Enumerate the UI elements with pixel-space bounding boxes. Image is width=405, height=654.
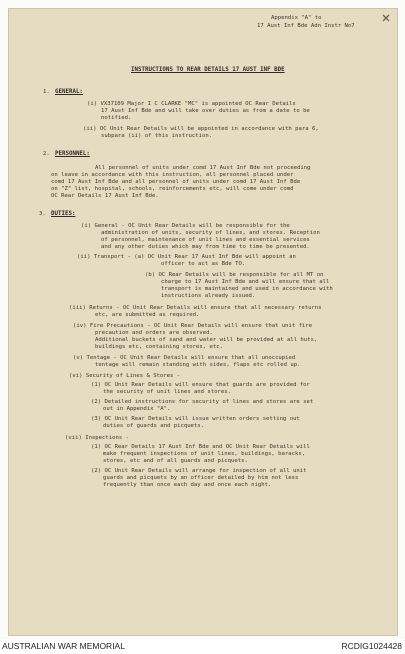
s3-i-line: (i) General - OC Unit Rear Details will be responsible for the xyxy=(81,223,290,229)
s2-line: on "Z" list, hospital, schools, reinforcements etc, will come under comd xyxy=(51,186,294,192)
s3-vii-line: make frequent inspections of unit lines, buildings, baracks, xyxy=(103,451,306,457)
s3-vii-line: (2) OC Unit Rear Details will arrange for inspection of all unit xyxy=(91,468,307,474)
footer-item-id: RCDIG1024428 xyxy=(341,641,402,651)
s3-v-line: tentage will remain standing with sides, flaps etc rolled up. xyxy=(95,362,301,368)
appendix-line-2: 17 Aust Inf Bde Adn Instr No7 xyxy=(257,23,355,29)
s1-ii-line: subpara (ii) of this instruction. xyxy=(101,133,213,139)
section-2-number: 2. xyxy=(43,151,50,157)
s3-ii-b-line: transport is maintained and used in accordance with xyxy=(161,286,333,292)
s3-i-line: administration of units, security of lines, and stores. Reception xyxy=(101,230,320,236)
s3-vi-line: out in Appendix "A". xyxy=(103,406,171,412)
s2-line: on leave in accordance with this instruction, all personnel placed under xyxy=(51,172,294,178)
appendix-line-1: Appendix "A" to xyxy=(271,15,322,21)
s3-ii-a-line: (ii) Transport - (a) OC Unit Rear 17 Aust Inf Bde will appoint an xyxy=(77,254,296,260)
section-3-heading: DUTIES: xyxy=(51,211,76,217)
s3-vii-line: stores, etc and of all guards and picquets. xyxy=(103,458,248,464)
document-title: INSTRUCTIONS TO REAR DETAILS 17 AUST INF BDE xyxy=(131,67,285,73)
s3-i-line: and any other duties which may from time to time be presented. xyxy=(101,244,310,250)
s3-iii-line: (iii) Returns - OC Unit Rear Details will ensure that all necessary returns xyxy=(69,305,322,311)
corner-mark-icon xyxy=(381,13,391,23)
s3-vi-line: (2) Detailed instructions for security of lines and stores are set xyxy=(91,399,314,405)
s2-line: OC Rear Details 17 Aust Inf Bde. xyxy=(51,193,159,199)
section-3-number: 3. xyxy=(39,211,46,217)
section-1-heading: GENERAL: xyxy=(55,89,83,95)
s3-iv-line: (iv) Fire Precautions - OC Unit Rear Details will ensure that unit fire xyxy=(73,323,313,329)
s1-ii-line: (ii) OC Unit Rear Details will be appointed in accordance with para 6, xyxy=(83,126,319,132)
s3-vii-line: frequently than once each day and once each night. xyxy=(103,482,272,488)
s3-vii-line: (1) OC Rear Details 17 Aust Inf Bde and OC Unit Rear Details will xyxy=(91,444,310,450)
s3-iii-line: etc, are submitted as required. xyxy=(95,312,200,318)
s3-ii-b-line: instructions already issued. xyxy=(161,293,256,299)
section-1-number: 1. xyxy=(43,89,50,95)
s3-ii-a-line: officer to act as Bde TO. xyxy=(161,261,246,267)
s3-vi-line: (3) OC Unit Rear Details will issue written orders setting out xyxy=(91,416,300,422)
s3-iv-line: precaution and orders are observed. xyxy=(95,330,213,336)
s3-iv-line: Additional buckets of sand and water will be provided at all huts, xyxy=(95,337,318,343)
s3-vi-heading: (vi) Security of Lines & Stores - xyxy=(69,373,181,379)
s1-i-line: (i) VX37109 Major I C CLARKE "MC" is appointed OC Rear Details xyxy=(87,101,296,107)
footer-source: AUSTRALIAN WAR MEMORIAL xyxy=(2,641,125,651)
s3-i-line: of personnel, maintenance of unit lines and essential services xyxy=(101,237,310,243)
s3-iv-line: buildings etc, containing stores, etc. xyxy=(95,344,223,350)
document-page xyxy=(8,8,398,636)
s3-vi-line: (1) OC Unit Rear Details will ensure that guards are provided for xyxy=(91,382,310,388)
s3-v-line: (v) Tentage - OC Unit Rear Details will ensure that all unoccupied xyxy=(73,355,296,361)
s3-vii-heading: (vii) Inspections - xyxy=(65,435,129,441)
s1-i-line: 17 Aust Inf Bde and will take over duties as from a date to be xyxy=(101,108,310,114)
s3-vi-line: the security of unit lines and stores. xyxy=(103,389,231,395)
s3-vi-line: duties of guards and picquets. xyxy=(103,423,205,429)
s3-ii-b-line: (b) OC Rear Details will be responsible for all MT on xyxy=(145,272,324,278)
s1-i-line: notified. xyxy=(101,115,132,121)
footer-bar xyxy=(0,639,405,654)
s3-ii-b-line: charge to 17 Aust Inf Bde and will ensure that all xyxy=(161,279,330,285)
s3-vii-line: guards and picquets by an officer detailed by him not less xyxy=(103,475,299,481)
s2-line: comd 17 Aust Inf Bde and all personnel of units under comd 17 Aust Inf Bde xyxy=(51,179,301,185)
section-2-heading: PERSONNEL: xyxy=(55,151,90,157)
s2-line: All personnel of units under comd 17 Aust Inf Bde not proceeding xyxy=(95,165,311,171)
